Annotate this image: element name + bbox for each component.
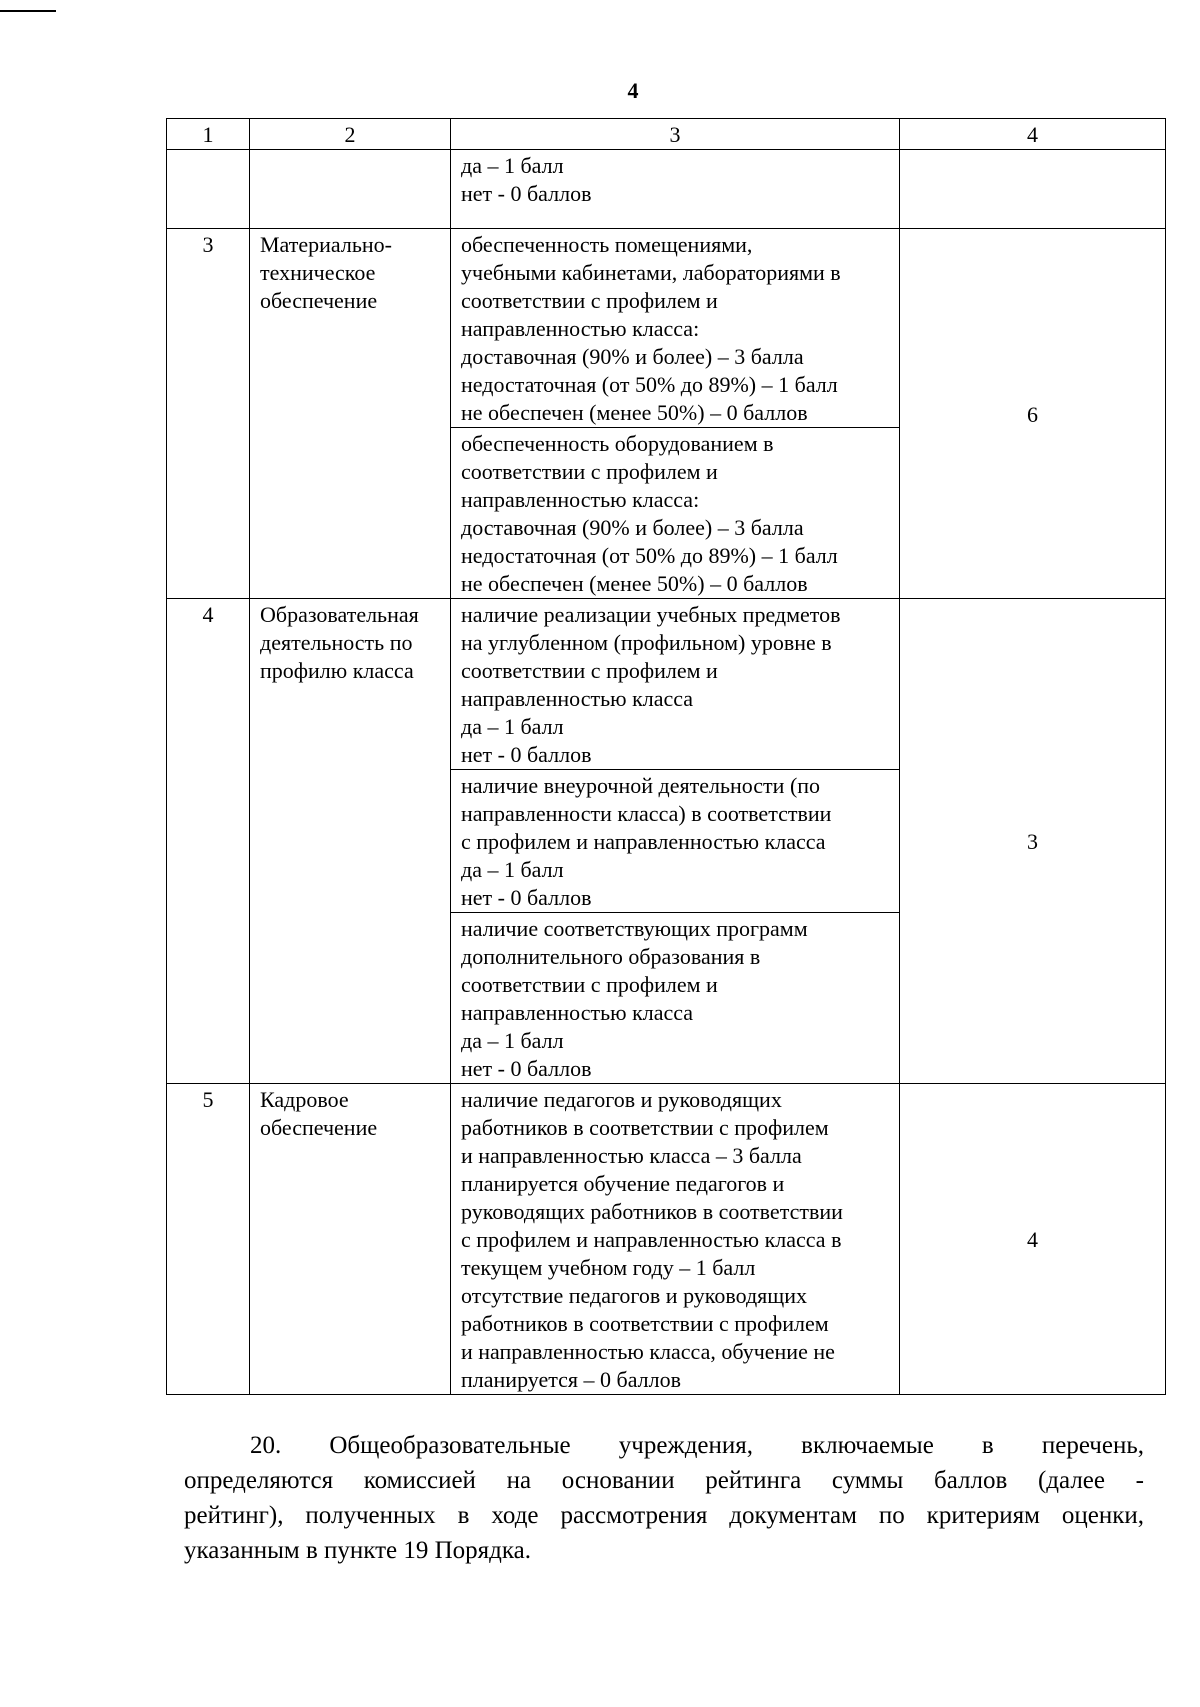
cell-text-line: деятельность по (260, 630, 413, 655)
header-cell-1: 1 (167, 119, 250, 150)
criterion-detail-cell (451, 150, 900, 229)
cell-text-line: работников в соответствии с профилем (461, 1115, 829, 1140)
paragraph-line: 20. Общеобразовательные учреждения, включаемые в перечень, (250, 1432, 1144, 1459)
cell-text-line: доставочная (90% и более) – 3 балла (461, 515, 804, 540)
row-number-cell (167, 150, 250, 229)
page-number: 4 (627, 78, 639, 103)
cell-text-line: не обеспечен (менее 50%) – 0 баллов (461, 400, 808, 425)
cell-text-line: обеспеченность оборудованием в (461, 431, 774, 456)
cell-text-line: работников в соответствии с профилем (461, 1311, 829, 1336)
cell-text-line: нет - 0 баллов (461, 1056, 592, 1081)
cell-text-line: и направленностью класса, обучение не (461, 1339, 835, 1364)
cell-text-line: направленности класса) в соответствии (461, 801, 832, 826)
row-number-cell: 4 (167, 599, 250, 1084)
criterion-detail-cell (451, 770, 900, 913)
cell-text-line: не обеспечен (менее 50%) – 0 баллов (461, 571, 808, 596)
table-row (167, 229, 1166, 428)
cell-text-line: наличие реализации учебных предметов (461, 602, 841, 627)
table-row (167, 150, 1166, 229)
paragraph-20 (184, 1428, 1144, 1568)
cell-text-line: соответствии с профилем и (461, 459, 718, 484)
max-score-cell (900, 150, 1166, 229)
cell-text-line: учебными кабинетами, лабораториями в (461, 260, 841, 285)
criterion-detail-cell (451, 229, 900, 428)
table-header-row (167, 119, 1166, 150)
cell-text-line: техническое (260, 260, 376, 285)
cell-text-line: направленностью класса (461, 686, 694, 711)
cell-text-line: профилю класса (260, 658, 414, 683)
cell-text-line: направленностью класса: (461, 487, 700, 512)
cell-text-line: обеспечение (260, 1115, 378, 1140)
paragraph-line: определяются комиссией на основании рейтинга суммы баллов (далее - (184, 1467, 1144, 1494)
cell-text-line: планируется – 0 баллов (461, 1367, 682, 1392)
cell-text-line: с профилем и направленностью класса в (461, 1227, 842, 1252)
cell-text-line: да – 1 балл (461, 857, 564, 882)
cell-text-line: наличие соответствующих программ (461, 916, 808, 941)
cell-text-line: Материально- (260, 232, 392, 257)
cell-text-line: обеспеченность помещениями, (461, 232, 753, 257)
row-number-cell: 3 (167, 229, 250, 599)
cell-text-line: доставочная (90% и более) – 3 балла (461, 344, 804, 369)
cell-text-line: отсутствие педагогов и руководящих (461, 1283, 807, 1308)
criterion-name-cell (250, 1084, 451, 1395)
row-number-cell: 5 (167, 1084, 250, 1395)
table-row (167, 1084, 1166, 1395)
cell-text-line: да – 1 балл (461, 153, 564, 178)
paragraph-line: указанным в пункте 19 Порядка. (184, 1537, 531, 1564)
max-score-cell: 4 (900, 1084, 1166, 1395)
criterion-detail-cell (451, 1084, 900, 1395)
cell-text-line: соответствии с профилем и (461, 288, 718, 313)
header-cell-4: 4 (900, 119, 1166, 150)
cell-text-line: недостаточная (от 50% до 89%) – 1 балл (461, 543, 838, 568)
criterion-name-cell (250, 150, 451, 229)
criterion-name-cell (250, 599, 451, 1084)
cell-text-line: да – 1 балл (461, 714, 564, 739)
cell-text-line: текущем учебном году – 1 балл (461, 1255, 756, 1280)
cell-text-line: планируется обучение педагогов и (461, 1171, 785, 1196)
cell-text-line: соответствии с профилем и (461, 972, 718, 997)
criterion-name-cell (250, 229, 451, 599)
cell-text-line: наличие педагогов и руководящих (461, 1087, 782, 1112)
cell-text-line: с профилем и направленностью класса (461, 829, 826, 854)
corner-mark (0, 0, 56, 12)
cell-text-line: нет - 0 баллов (461, 885, 592, 910)
criterion-detail-cell (451, 428, 900, 599)
cell-text-line: Кадровое (260, 1087, 349, 1112)
max-score-cell: 3 (900, 599, 1166, 1084)
cell-text-line: недостаточная (от 50% до 89%) – 1 балл (461, 372, 838, 397)
header-cell-3: 3 (451, 119, 900, 150)
criteria-table-body (167, 119, 1166, 1395)
criterion-detail-cell (451, 913, 900, 1084)
cell-text-line: руководящих работников в соответствии (461, 1199, 843, 1224)
cell-text-line: нет - 0 баллов (461, 181, 592, 206)
cell-text-line: направленностью класса: (461, 316, 700, 341)
cell-text-line: направленностью класса (461, 1000, 694, 1025)
criteria-table (166, 118, 1166, 1395)
max-score-cell: 6 (900, 229, 1166, 599)
cell-text-line: и направленностью класса – 3 балла (461, 1143, 802, 1168)
table-row (167, 599, 1166, 770)
cell-text-line: нет - 0 баллов (461, 742, 592, 767)
cell-text-line: наличие внеурочной деятельности (по (461, 773, 821, 798)
cell-text-line: да – 1 балл (461, 1028, 564, 1053)
cell-text-line: Образовательная (260, 602, 419, 627)
cell-text-line: обеспечение (260, 288, 378, 313)
header-cell-2: 2 (250, 119, 451, 150)
cell-text-line: соответствии с профилем и (461, 658, 718, 683)
cell-text-line: на углубленном (профильном) уровне в (461, 630, 832, 655)
criterion-detail-cell (451, 599, 900, 770)
cell-text-line: дополнительного образования в (461, 944, 761, 969)
paragraph-line: рейтинг), полученных в ходе рассмотрения документам по критериям оценки, (184, 1502, 1144, 1529)
